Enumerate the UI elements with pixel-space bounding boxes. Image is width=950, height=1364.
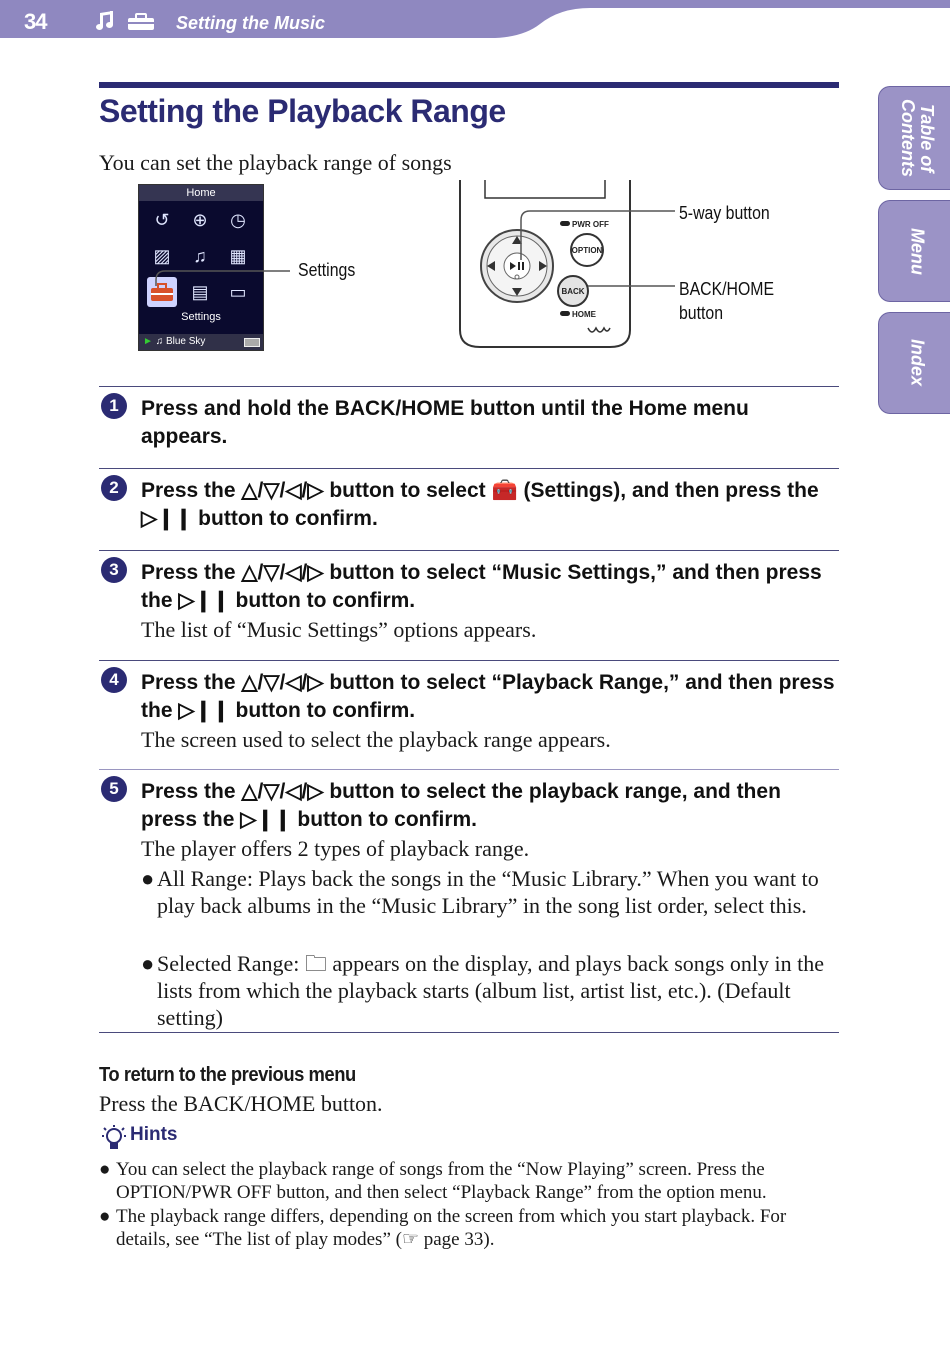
playlist-icon: ▭ <box>229 282 247 302</box>
section-title: Setting the Music <box>176 13 326 33</box>
tab-index[interactable] <box>878 312 950 414</box>
back-button-label: BACK <box>561 287 585 296</box>
tab-toc-label: Table of Contents <box>898 99 937 177</box>
hint-text: The playback range differs, depending on the screen from which you start playback. For details, see “The list of play modes” (☞ page 33). <box>116 1206 787 1250</box>
hint-item: ● The playback range differs, depending on the screen from which you start playback. For details, see “The list of play modes” (☞ page 33). <box>99 1206 787 1250</box>
step-instruction: Press the △/▽/◁/▷ button to select the playback range, and then press the ▷❙❙ button to confirm. <box>141 780 781 831</box>
screen-selected-label: Settings <box>181 311 221 323</box>
step-instruction: Press and hold the BACK/HOME button until the Home menu appears. <box>141 397 749 448</box>
step-instruction: Press the △/▽/◁/▷ button to select 🧰 (Settings), and then press the ▷❙❙ button to confirm. <box>141 479 819 530</box>
step-instruction: Press the △/▽/◁/▷ button to select “Playback Range,” and then press the ▷❙❙ button to confirm. <box>141 671 835 722</box>
hint-item: ● You can select the playback range of songs from the “Now Playing” screen. Press the OPTION/PWR OFF button, and then select “Playback Range” from the option menu. <box>99 1159 767 1203</box>
tab-menu-label: Menu <box>907 227 928 275</box>
step-number: 5 <box>101 776 127 802</box>
pwr-off-label: PWR OFF <box>572 220 609 229</box>
bullet-text: Selected Range: 🗀 appears on the display, and plays back songs only in the lists from which the playback starts (album list, artist list, etc.). (Default setting) <box>157 951 824 1030</box>
list-item: ● All Range: Plays back the songs in the “Music Library.” When you want to play back albums in the “Music Library” in the song list order, select this. <box>141 866 819 918</box>
bullet-text: All Range: Plays back the songs in the “Music Library.” When you want to play back albums in the “Music Library” in the song list order, select this. <box>157 866 819 918</box>
hint-text: You can select the playback range of songs from the “Now Playing” screen. Press the OPTION/PWR OFF button, and then select “Playback Range” from the option menu. <box>116 1159 767 1203</box>
option-button-label: OPTION <box>571 246 603 255</box>
page-number: 34 <box>24 9 47 34</box>
step-instruction: Press the △/▽/◁/▷ button to select “Music Settings,” and then press the ▷❙❙ button to confirm. <box>141 561 822 612</box>
settings-callout-line <box>150 262 295 294</box>
lightbulb-icon <box>101 1124 127 1152</box>
document-icon: ▤ <box>191 282 209 302</box>
step-number: 2 <box>101 475 127 501</box>
video-icon: ▦ <box>229 246 247 266</box>
screen-title: Home <box>139 185 263 201</box>
home-label: HOME <box>572 310 596 319</box>
play-indicator-icon: ► <box>143 336 153 347</box>
step-number: 1 <box>101 393 127 419</box>
step-result: The player offers 2 types of playback range. <box>141 836 530 861</box>
tab-index-label: Index <box>907 339 928 387</box>
search-icon: ⊕ <box>192 210 208 230</box>
list-item: ● Selected Range: 🗀 appears on the display, and plays back songs only in the lists from which the playback starts (album list, artist list, etc.). (Default setting) <box>141 951 824 1030</box>
divider <box>99 660 839 661</box>
hints-heading: Hints <box>130 1124 178 1145</box>
music-settings-icons <box>96 10 158 38</box>
return-heading: To return to the previous menu <box>99 1064 356 1086</box>
photo-icon: ▨ <box>153 246 171 266</box>
title-rule <box>99 82 839 88</box>
player-device-illustration <box>455 180 685 355</box>
step-result: The screen used to select the playback range appears. <box>141 727 611 752</box>
divider <box>99 468 839 469</box>
tab-menu[interactable] <box>878 200 950 302</box>
step-number: 4 <box>101 667 127 693</box>
tab-table-of-contents[interactable] <box>878 86 950 190</box>
clock-icon: ◷ <box>230 210 246 230</box>
now-playing-title: ♫ Blue Sky <box>155 336 206 347</box>
step-number: 3 <box>101 557 127 583</box>
settings-callout: Settings <box>298 260 356 280</box>
page-title: Setting the Playback Range <box>99 93 506 129</box>
now-playing-bar <box>139 334 263 350</box>
divider <box>99 386 839 387</box>
return-text: Press the BACK/HOME button. <box>99 1091 383 1116</box>
back-home-callout: BACK/HOME button <box>679 279 775 323</box>
intro-text: You can set the playback range of songs <box>99 150 452 175</box>
divider <box>99 769 839 770</box>
five-way-callout: 5-way button <box>679 203 770 223</box>
shuffle-icon: ↺ <box>154 210 170 230</box>
divider <box>99 550 839 551</box>
music-icon: ♫ <box>193 246 207 266</box>
battery-icon <box>244 338 260 347</box>
divider <box>99 1032 839 1033</box>
step-result: The list of “Music Settings” options appears. <box>141 617 537 642</box>
